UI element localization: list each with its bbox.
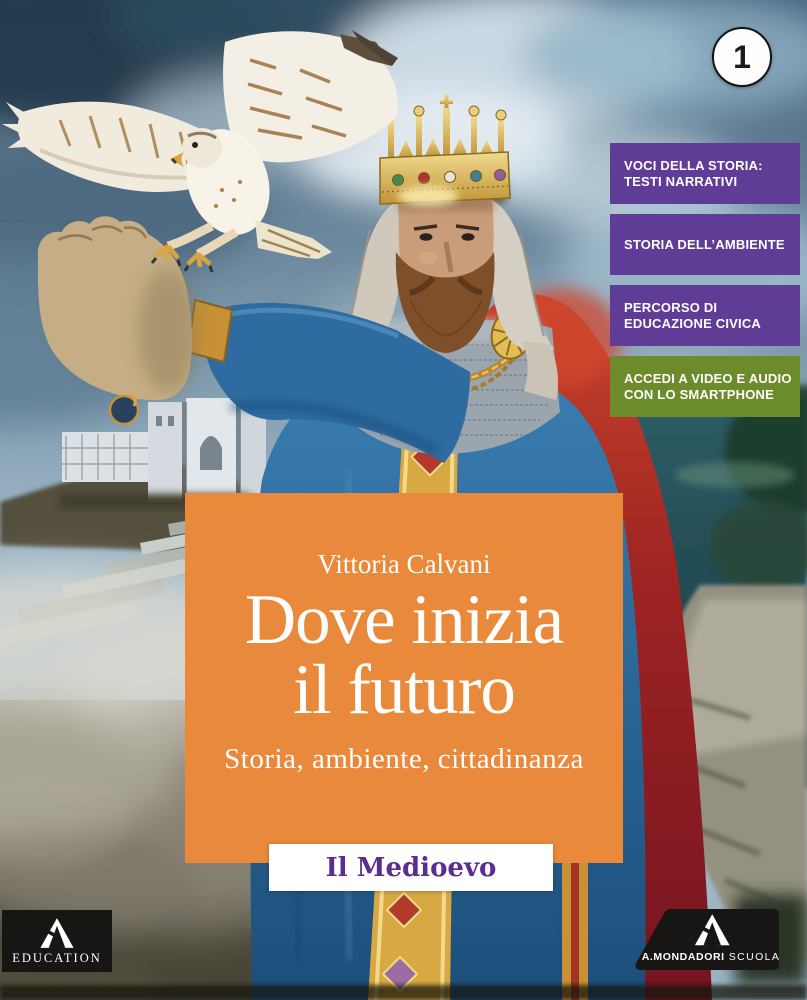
badge-line: PERCORSO DI [624, 299, 718, 315]
badge-video-audio [610, 356, 800, 417]
book-title-line2: il futuro [293, 650, 515, 729]
author-name: Vittoria Calvani [317, 549, 491, 579]
volume-number-badge [712, 27, 772, 87]
badge-line: EDUCAZIONE CIVICA [624, 315, 762, 331]
mondadori-education-logo [2, 910, 112, 972]
badge-line: STORIA DELL’AMBIENTE [624, 236, 785, 252]
badge-line: TESTI NARRATIVI [624, 173, 738, 189]
badge-storia-ambiente [610, 214, 800, 275]
badge-line: VOCI DELLA STORIA: [624, 157, 763, 173]
volume-number: 1 [733, 38, 751, 75]
badge-voci-della-storia [610, 143, 800, 204]
badge-educazione-civica [610, 285, 800, 346]
book-subtitle: Storia, ambiente, cittadinanza [224, 743, 584, 776]
education-label: EDUCATION [12, 950, 102, 965]
mondadori-logo-icon [38, 917, 76, 949]
title-panel [185, 493, 623, 863]
book-title-line1: Dove inizia [244, 581, 564, 659]
scuola-label: A.MONDADORI SCUOLA [641, 951, 781, 963]
mondadori-scuola-logo [625, 905, 785, 975]
badge-line: CON LO SMARTPHONE [624, 386, 775, 402]
book-title [185, 581, 623, 729]
bottom-vignette [0, 985, 807, 1000]
badge-line: ACCEDI A VIDEO E AUDIO [624, 370, 792, 386]
series-banner [269, 844, 553, 891]
series-label: Il Medioevo [325, 852, 497, 883]
